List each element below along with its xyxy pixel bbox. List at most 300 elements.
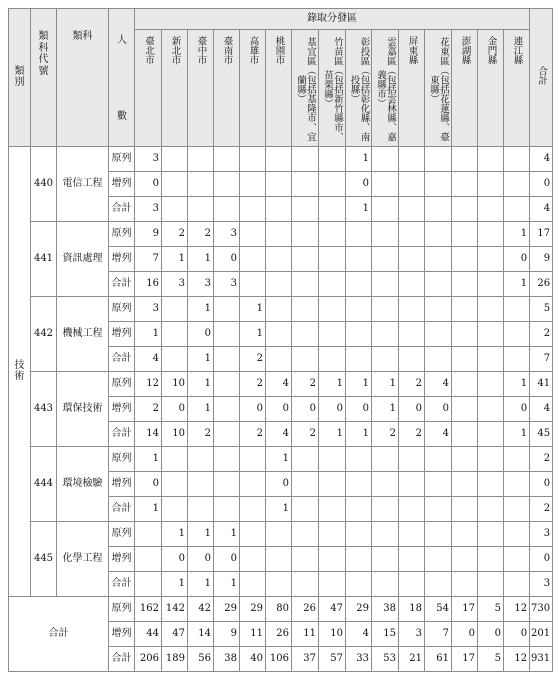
table-row xyxy=(9,146,553,171)
total-value-cell: 38 xyxy=(372,596,399,621)
region-value-cell xyxy=(188,446,214,471)
region-value-cell: 1 xyxy=(135,321,162,346)
region-value-cell xyxy=(399,146,425,171)
region-value-cell xyxy=(240,146,266,171)
region-value-cell xyxy=(162,496,188,521)
subject-code: 443 xyxy=(31,371,57,446)
region-value-cell xyxy=(452,471,478,496)
region-value-cell: 2 xyxy=(240,421,266,446)
region-value-cell xyxy=(504,546,530,571)
header-people-char-1: 人 xyxy=(117,35,127,46)
total-value-cell: 42 xyxy=(188,596,214,621)
region-value-cell xyxy=(319,546,346,571)
region-value-cell xyxy=(266,571,292,596)
total-value-cell: 106 xyxy=(266,646,292,671)
region-value-cell xyxy=(452,221,478,246)
region-value-cell xyxy=(188,471,214,496)
region-value-cell: 3 xyxy=(162,271,188,296)
total-value-cell: 47 xyxy=(319,596,346,621)
region-value-cell: 1 xyxy=(504,371,530,396)
region-value-cell xyxy=(425,571,452,596)
region-value-cell xyxy=(478,446,504,471)
region-value-cell xyxy=(452,246,478,271)
region-value-cell xyxy=(478,371,504,396)
region-value-cell xyxy=(478,296,504,321)
region-value-cell xyxy=(240,571,266,596)
row-total-cell: 26 xyxy=(530,271,553,296)
region-value-cell: 1 xyxy=(214,521,240,546)
total-value-cell: 56 xyxy=(188,646,214,671)
region-value-cell: 2 xyxy=(162,221,188,246)
region-value-cell xyxy=(319,296,346,321)
region-value-cell xyxy=(135,571,162,596)
region-value-cell xyxy=(372,546,399,571)
total-value-cell: 29 xyxy=(240,596,266,621)
region-value-cell: 1 xyxy=(188,296,214,321)
total-value-cell: 0 xyxy=(452,621,478,646)
total-value-cell: 3 xyxy=(399,621,425,646)
region-value-cell: 1 xyxy=(214,571,240,596)
region-value-cell xyxy=(504,296,530,321)
total-value-cell: 18 xyxy=(399,596,425,621)
region-value-cell xyxy=(319,496,346,521)
region-value-cell: 4 xyxy=(266,421,292,446)
region-value-cell xyxy=(399,196,425,221)
region-value-cell xyxy=(346,546,372,571)
grand-total-cell: 730 xyxy=(530,596,553,621)
region-value-cell xyxy=(399,246,425,271)
region-value-cell xyxy=(478,496,504,521)
region-value-cell xyxy=(478,421,504,446)
region-value-cell xyxy=(240,196,266,221)
region-value-cell xyxy=(399,496,425,521)
region-value-cell xyxy=(214,371,240,396)
region-value-cell xyxy=(214,396,240,421)
region-value-cell xyxy=(452,546,478,571)
region-value-cell xyxy=(504,571,530,596)
row-kind: 合計 xyxy=(109,421,135,446)
region-value-cell xyxy=(425,546,452,571)
region-value-cell xyxy=(452,446,478,471)
region-value-cell: 4 xyxy=(266,371,292,396)
header-total xyxy=(530,9,553,147)
region-value-cell xyxy=(452,371,478,396)
header-region-label: 高雄市 xyxy=(247,36,259,65)
header-region-label: 金門縣 xyxy=(485,36,497,65)
row-kind: 原列 xyxy=(109,296,135,321)
header-region-15 xyxy=(504,30,530,147)
region-value-cell xyxy=(372,271,399,296)
region-value-cell: 1 xyxy=(266,446,292,471)
region-value-cell xyxy=(425,521,452,546)
region-value-cell: 0 xyxy=(214,246,240,271)
region-value-cell: 0 xyxy=(399,396,425,421)
row-total-cell: 45 xyxy=(530,421,553,446)
region-value-cell xyxy=(162,196,188,221)
row-kind: 原列 xyxy=(109,371,135,396)
region-value-cell: 2 xyxy=(188,221,214,246)
region-value-cell xyxy=(188,496,214,521)
region-value-cell xyxy=(214,421,240,446)
total-value-cell: 206 xyxy=(135,646,162,671)
header-region-label: 屏東縣 xyxy=(406,36,418,65)
region-value-cell xyxy=(319,471,346,496)
region-value-cell xyxy=(372,571,399,596)
region-value-cell xyxy=(478,546,504,571)
region-value-cell xyxy=(292,221,319,246)
row-total-cell: 0 xyxy=(530,546,553,571)
total-value-cell: 4 xyxy=(346,621,372,646)
category-cell xyxy=(9,146,31,596)
header-region-label: 澎湖縣 xyxy=(459,36,471,65)
region-value-cell xyxy=(266,521,292,546)
row-kind: 增列 xyxy=(109,246,135,271)
region-value-cell xyxy=(425,471,452,496)
region-value-cell xyxy=(478,146,504,171)
region-value-cell: 3 xyxy=(135,196,162,221)
region-value-cell xyxy=(346,271,372,296)
region-value-cell: 0 xyxy=(135,171,162,196)
region-value-cell: 1 xyxy=(188,396,214,421)
region-value-cell: 1 xyxy=(188,571,214,596)
region-value-cell: 3 xyxy=(214,221,240,246)
region-value-cell xyxy=(399,521,425,546)
region-value-cell xyxy=(399,221,425,246)
region-value-cell xyxy=(504,146,530,171)
region-value-cell: 0 xyxy=(162,396,188,421)
subject-name: 環境檢驗 xyxy=(57,446,109,521)
region-value-cell xyxy=(266,221,292,246)
total-value-cell: 38 xyxy=(214,646,240,671)
total-value-cell: 29 xyxy=(214,596,240,621)
total-value-cell: 12 xyxy=(504,646,530,671)
total-value-cell: 12 xyxy=(504,596,530,621)
region-value-cell: 3 xyxy=(214,271,240,296)
region-value-cell xyxy=(399,171,425,196)
region-value-cell xyxy=(319,196,346,221)
table-row xyxy=(9,296,553,321)
region-value-cell xyxy=(240,471,266,496)
region-value-cell xyxy=(425,221,452,246)
region-value-cell xyxy=(399,471,425,496)
region-value-cell xyxy=(504,346,530,371)
region-value-cell xyxy=(372,146,399,171)
region-value-cell: 1 xyxy=(504,221,530,246)
region-value-cell: 0 xyxy=(188,546,214,571)
region-value-cell xyxy=(214,296,240,321)
row-total-cell: 4 xyxy=(530,396,553,421)
total-value-cell: 47 xyxy=(162,621,188,646)
row-kind: 增列 xyxy=(109,171,135,196)
region-value-cell xyxy=(399,321,425,346)
total-value-cell: 33 xyxy=(346,646,372,671)
region-value-cell xyxy=(452,396,478,421)
region-value-cell xyxy=(452,146,478,171)
region-value-cell: 1 xyxy=(319,371,346,396)
header-region-3 xyxy=(188,30,214,147)
region-value-cell: 0 xyxy=(214,546,240,571)
region-value-cell xyxy=(319,246,346,271)
header-region-11 xyxy=(399,30,425,147)
region-value-cell xyxy=(452,171,478,196)
header-region-group: 錄取分發區 xyxy=(135,9,530,30)
region-value-cell: 7 xyxy=(135,246,162,271)
row-kind: 原列 xyxy=(109,446,135,471)
region-value-cell xyxy=(266,346,292,371)
header-region-6 xyxy=(266,30,292,147)
row-kind: 合計 xyxy=(109,646,135,671)
subject-name: 化學工程 xyxy=(57,521,109,596)
region-value-cell xyxy=(478,471,504,496)
region-value-cell xyxy=(319,171,346,196)
region-value-cell xyxy=(240,546,266,571)
region-value-cell xyxy=(372,446,399,471)
allocation-table xyxy=(8,8,553,672)
region-value-cell xyxy=(162,146,188,171)
total-value-cell: 0 xyxy=(478,621,504,646)
region-value-cell xyxy=(292,346,319,371)
header-region-label: 彰投區（包括彰化縣、南投縣） xyxy=(348,36,370,142)
row-total-cell: 5 xyxy=(530,296,553,321)
total-value-cell: 17 xyxy=(452,596,478,621)
row-kind: 增列 xyxy=(109,471,135,496)
region-value-cell xyxy=(162,296,188,321)
total-value-cell: 21 xyxy=(399,646,425,671)
header-region-label: 花東區（包括花蓮縣、臺東縣） xyxy=(428,36,449,142)
row-total-cell: 2 xyxy=(530,496,553,521)
region-value-cell xyxy=(425,196,452,221)
row-total-cell: 3 xyxy=(530,521,553,546)
region-value-cell xyxy=(478,396,504,421)
region-value-cell xyxy=(372,471,399,496)
region-value-cell xyxy=(214,196,240,221)
total-value-cell: 7 xyxy=(425,621,452,646)
row-total-cell: 9 xyxy=(530,246,553,271)
region-value-cell xyxy=(399,296,425,321)
region-value-cell xyxy=(266,171,292,196)
region-value-cell xyxy=(292,321,319,346)
header-code xyxy=(31,9,57,147)
row-total-cell: 4 xyxy=(530,146,553,171)
header-region-label: 竹苗區（包括新竹縣市、苗栗縣） xyxy=(322,36,343,142)
region-value-cell: 1 xyxy=(188,246,214,271)
region-value-cell xyxy=(425,296,452,321)
header-region-10 xyxy=(372,30,399,147)
region-value-cell xyxy=(372,171,399,196)
row-total-cell: 17 xyxy=(530,221,553,246)
region-value-cell xyxy=(425,246,452,271)
region-value-cell xyxy=(188,196,214,221)
header-region-label: 新北市 xyxy=(169,36,181,65)
region-value-cell xyxy=(292,446,319,471)
region-value-cell: 1 xyxy=(188,371,214,396)
region-value-cell xyxy=(346,571,372,596)
region-value-cell xyxy=(346,471,372,496)
row-total-cell: 2 xyxy=(530,446,553,471)
region-value-cell: 1 xyxy=(135,446,162,471)
region-value-cell xyxy=(452,571,478,596)
region-value-cell: 1 xyxy=(504,421,530,446)
region-value-cell xyxy=(266,196,292,221)
region-value-cell xyxy=(240,446,266,471)
region-value-cell xyxy=(346,246,372,271)
total-value-cell: 0 xyxy=(504,621,530,646)
region-value-cell xyxy=(135,521,162,546)
region-value-cell: 4 xyxy=(135,346,162,371)
row-kind: 合計 xyxy=(109,196,135,221)
region-value-cell: 1 xyxy=(266,496,292,521)
region-value-cell xyxy=(162,321,188,346)
header-region-8 xyxy=(319,30,346,147)
region-value-cell: 0 xyxy=(425,396,452,421)
region-value-cell: 3 xyxy=(135,296,162,321)
row-kind: 原列 xyxy=(109,521,135,546)
region-value-cell: 1 xyxy=(346,196,372,221)
region-value-cell xyxy=(292,196,319,221)
region-value-cell: 1 xyxy=(319,421,346,446)
region-value-cell: 3 xyxy=(135,146,162,171)
region-value-cell xyxy=(399,346,425,371)
region-value-cell xyxy=(346,296,372,321)
region-value-cell xyxy=(504,171,530,196)
region-value-cell xyxy=(504,446,530,471)
region-value-cell xyxy=(478,571,504,596)
region-value-cell xyxy=(292,496,319,521)
region-value-cell xyxy=(319,346,346,371)
header-total-text: 合計 xyxy=(536,66,548,85)
total-value-cell: 40 xyxy=(240,646,266,671)
region-value-cell xyxy=(319,521,346,546)
subject-name: 資訊處理 xyxy=(57,221,109,296)
header-region-label: 桃園市 xyxy=(273,36,285,65)
region-value-cell xyxy=(292,146,319,171)
region-value-cell xyxy=(292,471,319,496)
region-value-cell xyxy=(214,446,240,471)
region-value-cell xyxy=(425,346,452,371)
region-value-cell xyxy=(478,196,504,221)
region-value-cell xyxy=(319,146,346,171)
total-value-cell: 44 xyxy=(135,621,162,646)
region-value-cell xyxy=(319,446,346,471)
subject-code: 440 xyxy=(31,146,57,221)
region-value-cell: 9 xyxy=(135,221,162,246)
row-total-cell: 4 xyxy=(530,196,553,221)
region-value-cell xyxy=(452,346,478,371)
region-value-cell xyxy=(240,271,266,296)
region-value-cell xyxy=(372,296,399,321)
region-value-cell: 0 xyxy=(346,171,372,196)
region-value-cell xyxy=(425,496,452,521)
row-kind: 原列 xyxy=(109,221,135,246)
total-value-cell: 5 xyxy=(478,646,504,671)
header-region-12 xyxy=(425,30,452,147)
region-value-cell xyxy=(214,346,240,371)
region-value-cell xyxy=(266,271,292,296)
total-value-cell: 54 xyxy=(425,596,452,621)
subject-name: 電信工程 xyxy=(57,146,109,221)
region-value-cell xyxy=(425,146,452,171)
header-region-1 xyxy=(135,30,162,147)
region-value-cell xyxy=(135,546,162,571)
header-region-4 xyxy=(214,30,240,147)
header-region-label: 雲嘉區（包括雲林縣、嘉義縣市） xyxy=(375,36,396,142)
region-value-cell: 3 xyxy=(188,271,214,296)
region-value-cell: 0 xyxy=(504,246,530,271)
region-value-cell xyxy=(425,171,452,196)
row-kind: 增列 xyxy=(109,321,135,346)
region-value-cell xyxy=(478,346,504,371)
region-value-cell xyxy=(240,246,266,271)
table-row xyxy=(9,521,553,546)
total-value-cell: 26 xyxy=(292,596,319,621)
header-region-9 xyxy=(346,30,372,147)
row-kind: 原列 xyxy=(109,596,135,621)
subject-code: 444 xyxy=(31,446,57,521)
row-kind: 原列 xyxy=(109,146,135,171)
header-people-char-2: 數 xyxy=(117,111,127,122)
region-value-cell: 0 xyxy=(346,396,372,421)
region-value-cell xyxy=(452,296,478,321)
region-value-cell xyxy=(478,321,504,346)
region-value-cell: 1 xyxy=(504,271,530,296)
total-value-cell: 15 xyxy=(372,621,399,646)
region-value-cell: 4 xyxy=(425,421,452,446)
region-value-cell: 10 xyxy=(162,371,188,396)
region-value-cell xyxy=(452,496,478,521)
total-value-cell: 57 xyxy=(319,646,346,671)
region-value-cell xyxy=(188,146,214,171)
region-value-cell xyxy=(162,471,188,496)
header-region-label: 臺南市 xyxy=(221,36,233,65)
region-value-cell xyxy=(266,546,292,571)
row-total-cell: 0 xyxy=(530,171,553,196)
header-region-13 xyxy=(452,30,478,147)
region-value-cell xyxy=(266,246,292,271)
region-value-cell xyxy=(266,321,292,346)
total-value-cell: 5 xyxy=(478,596,504,621)
category-text: 技術 xyxy=(14,359,25,382)
region-value-cell: 1 xyxy=(372,371,399,396)
region-value-cell xyxy=(372,246,399,271)
region-value-cell xyxy=(372,321,399,346)
region-value-cell xyxy=(292,571,319,596)
region-value-cell xyxy=(214,471,240,496)
region-value-cell: 0 xyxy=(266,471,292,496)
total-value-cell: 189 xyxy=(162,646,188,671)
region-value-cell xyxy=(478,221,504,246)
region-value-cell xyxy=(504,471,530,496)
region-value-cell xyxy=(452,421,478,446)
region-value-cell xyxy=(452,196,478,221)
total-value-cell: 9 xyxy=(214,621,240,646)
row-kind: 增列 xyxy=(109,621,135,646)
region-value-cell xyxy=(292,171,319,196)
row-kind: 增列 xyxy=(109,546,135,571)
region-value-cell: 2 xyxy=(292,421,319,446)
region-value-cell xyxy=(425,446,452,471)
region-value-cell xyxy=(478,271,504,296)
region-value-cell xyxy=(478,246,504,271)
table-row xyxy=(9,371,553,396)
total-value-cell: 11 xyxy=(292,621,319,646)
total-value-cell: 61 xyxy=(425,646,452,671)
region-value-cell: 2 xyxy=(135,396,162,421)
header-category xyxy=(9,9,31,147)
region-value-cell xyxy=(372,346,399,371)
region-value-cell xyxy=(504,196,530,221)
row-kind: 增列 xyxy=(109,396,135,421)
region-value-cell xyxy=(266,146,292,171)
